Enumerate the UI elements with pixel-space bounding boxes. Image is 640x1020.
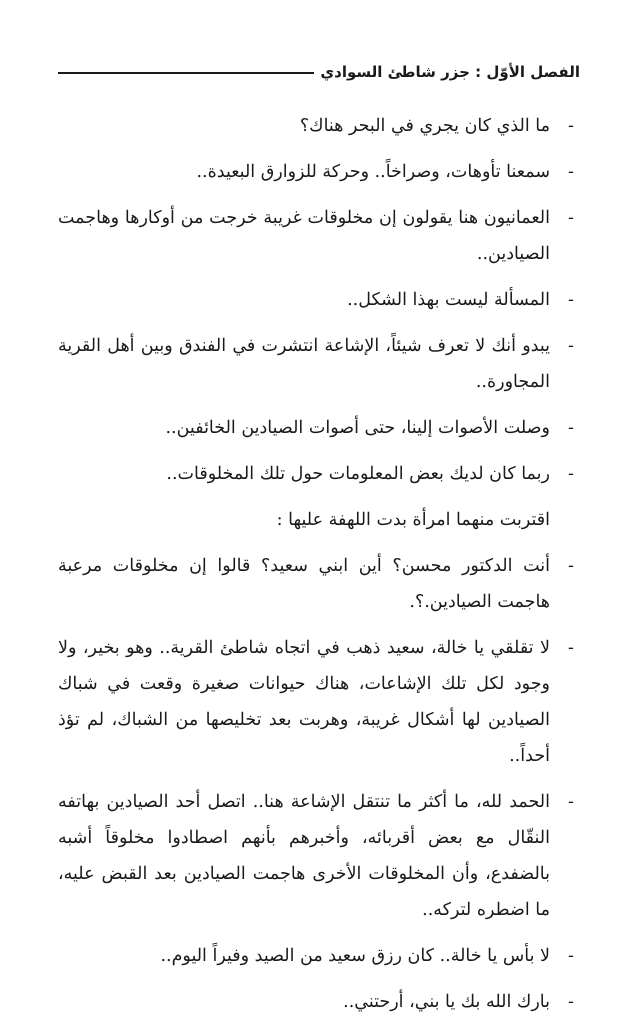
dialogue-dash: -: [568, 992, 574, 1012]
dialogue-dash: -: [568, 162, 574, 182]
dialogue-paragraph: [58, 456, 580, 492]
running-header: [58, 58, 580, 86]
dialogue-dash: -: [568, 290, 574, 310]
dialogue-paragraph: [58, 984, 580, 1020]
dialogue-dash: -: [568, 208, 574, 228]
dialogue-paragraph: [58, 630, 580, 774]
narration-paragraph: [58, 502, 580, 538]
dialogue-dash: -: [568, 638, 574, 658]
dialogue-paragraph: [58, 108, 580, 144]
dialogue-paragraph: [58, 938, 580, 974]
dialogue-paragraph: [58, 548, 580, 620]
dialogue-paragraph: [58, 784, 580, 928]
dialogue-paragraph: [58, 328, 580, 400]
dialogue-dash: -: [568, 556, 574, 576]
paragraph-text: المسألة ليست بهذا الشكل..: [347, 290, 550, 310]
paragraph-text: أنت الدكتور محسن؟ أين ابني سعيد؟ قالوا إن مخلوقات مرعبة هاجمت الصيادين.؟.: [58, 556, 550, 612]
paragraph-text: ما الذي كان يجري في البحر هناك؟: [299, 116, 550, 136]
dialogue-paragraph: [58, 282, 580, 318]
dialogue-dash: -: [568, 336, 574, 356]
dialogue-dash: -: [568, 418, 574, 438]
paragraph-text: وصلت الأصوات إلينا، حتى أصوات الصيادين الخائفين..: [165, 418, 550, 438]
dialogue-dash: -: [568, 792, 574, 812]
paragraph-text: الحمد لله، ما أكثر ما تنتقل الإشاعة هنا.. اتصل أحد الصيادين بهاتفه النقّال مع بعض أقربائه، وأخبرهم بأنهم اصطادوا مخلوقاً أشبه بالضفدع، وأن المخلوقات الأخرى هاجمت الصيادين بعد القبض عليه، ما اضطره لتركه..: [58, 792, 550, 920]
dialogue-dash: -: [568, 946, 574, 966]
dialogue-paragraph: [58, 410, 580, 446]
paragraph-text: سمعنا تأوهات، وصراخاً.. وحركة للزوارق البعيدة..: [196, 162, 550, 182]
dialogue-dash: -: [568, 116, 574, 136]
dialogue-paragraph: [58, 200, 580, 272]
paragraph-text: اقتربت منهما امرأة بدت اللهفة عليها :: [276, 510, 550, 530]
paragraph-text: لا بأس يا خالة.. كان رزق سعيد من الصيد وفيراً اليوم..: [160, 946, 550, 966]
paragraph-text: ربما كان لديك بعض المعلومات حول تلك المخلوقات..: [166, 464, 550, 484]
dialogue-dash: -: [568, 464, 574, 484]
page-body: [58, 108, 580, 1020]
paragraph-text: بارك الله بك يا بني، أرحتني..: [343, 992, 550, 1012]
paragraph-text: لا تقلقي يا خالة، سعيد ذهب في اتجاه شاطئ القرية.. وهو بخير، ولا وجود لكل تلك الإشاعات، هناك حيوانات صغيرة وقعت في شباك الصيادين لها أشكال غريبة، وهربت بعد تخليصها من الشباك، لم تؤذ أحداً..: [58, 638, 550, 766]
dialogue-paragraph: [58, 154, 580, 190]
paragraph-text: يبدو أنك لا تعرف شيئاً، الإشاعة انتشرت في الفندق وبين أهل القرية المجاورة..: [58, 336, 550, 392]
paragraph-text: العمانيون هنا يقولون إن مخلوقات غريبة خرجت من أوكارها وهاجمت الصيادين..: [58, 208, 550, 264]
chapter-title: الفصل الأوّل : جزر شاطئ السوادي: [320, 63, 580, 81]
header-rule: [58, 72, 314, 74]
